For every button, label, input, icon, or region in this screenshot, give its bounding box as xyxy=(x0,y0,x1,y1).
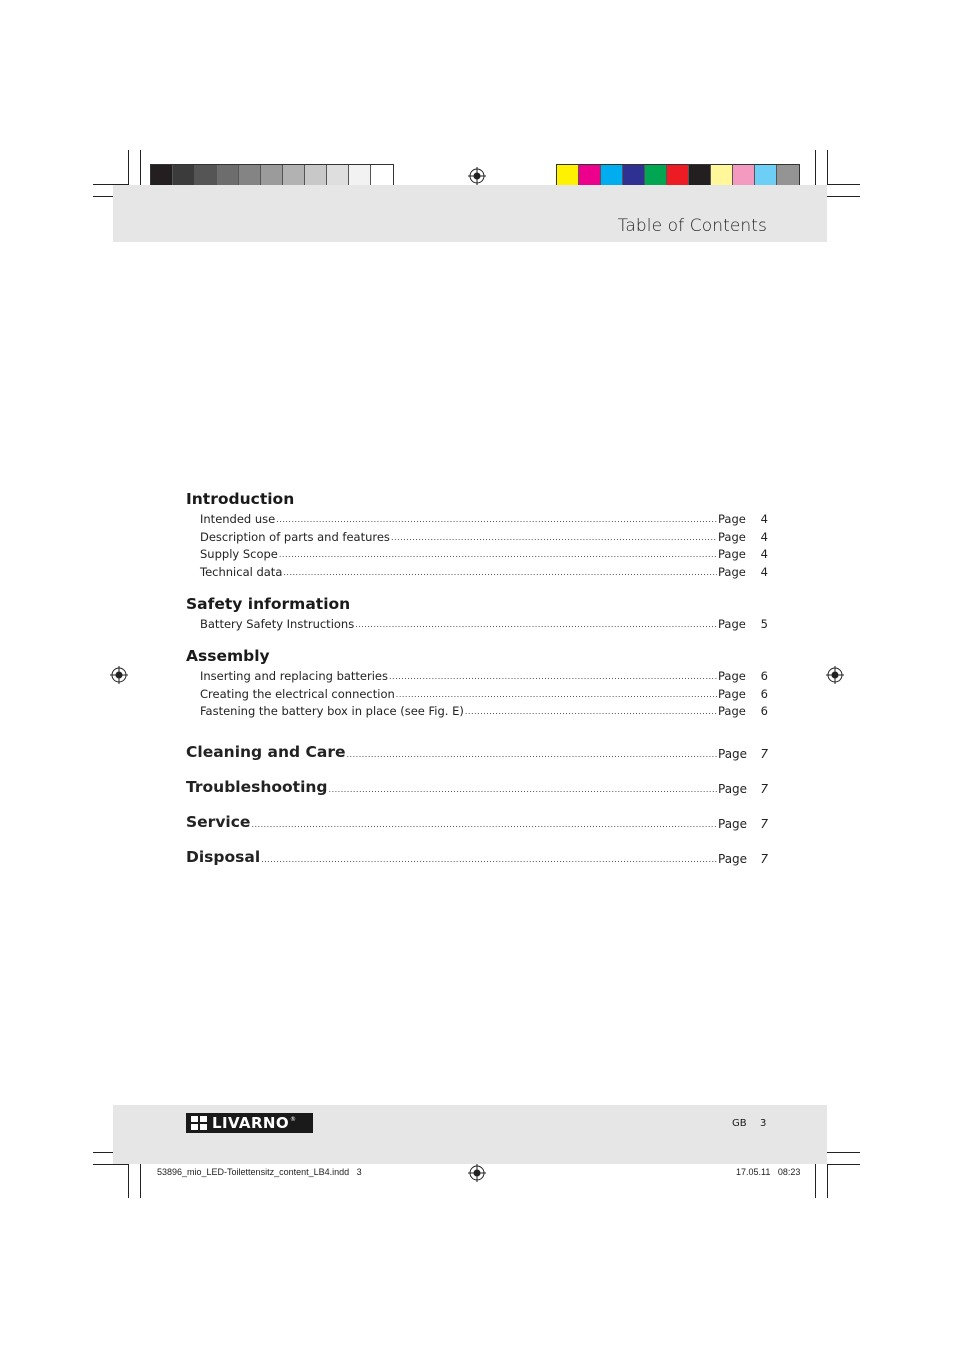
color-swatch xyxy=(195,165,217,185)
toc-section-assembly xyxy=(186,647,768,718)
color-swatch xyxy=(557,165,579,185)
color-swatch xyxy=(349,165,371,185)
language-code: GB xyxy=(732,1118,747,1129)
color-swatch xyxy=(261,165,283,185)
page-word: Page xyxy=(718,852,748,867)
toc-entry-label: Disposal xyxy=(186,848,261,867)
crop-mark xyxy=(827,1164,860,1165)
color-swatch xyxy=(305,165,327,185)
toc-entry-label: Troubleshooting xyxy=(186,778,328,797)
toc-entry-label: Cleaning and Care xyxy=(186,743,346,762)
page-number: 4 xyxy=(760,565,768,580)
crop-mark xyxy=(827,1164,828,1198)
toc-section-safety xyxy=(186,595,768,631)
color-swatch xyxy=(601,165,623,185)
color-swatch xyxy=(689,165,711,185)
page-number: 5 xyxy=(760,616,768,631)
toc-entry-label: Inserting and replacing batteries xyxy=(200,668,388,683)
toc-entry[interactable] xyxy=(186,544,768,562)
page-number-footer: 3 xyxy=(760,1118,767,1129)
section-title: Safety information xyxy=(186,595,351,614)
crop-mark xyxy=(128,150,129,185)
color-swatch xyxy=(327,165,349,185)
dot-leader xyxy=(396,690,717,699)
toc-entry-label: Battery Safety Instructions xyxy=(200,616,355,631)
dot-leader xyxy=(276,515,717,524)
page-word: Page xyxy=(718,616,746,631)
registration-mark-icon xyxy=(468,167,486,185)
color-swatch xyxy=(151,165,173,185)
dot-leader xyxy=(391,533,717,542)
toc-main-entries xyxy=(186,726,768,866)
dot-leader xyxy=(329,785,717,794)
page-word: Page xyxy=(718,747,748,762)
page-number: 7 xyxy=(760,747,768,762)
page-word: Page xyxy=(718,565,746,580)
page-number: 7 xyxy=(760,852,768,867)
section-title: Introduction xyxy=(186,490,295,508)
page-number: 4 xyxy=(760,529,768,544)
brand-name: LIVARNO xyxy=(212,1114,289,1132)
page-number: 7 xyxy=(760,817,768,832)
logo-mark-icon xyxy=(191,1116,207,1130)
dot-leader xyxy=(389,672,717,681)
toc-entry[interactable] xyxy=(186,683,768,701)
toc-entry-label: Creating the electrical connection xyxy=(200,686,395,701)
color-swatch xyxy=(217,165,239,185)
crop-mark xyxy=(827,1152,860,1153)
toc-entry-label: Intended use xyxy=(200,511,276,526)
page-word: Page xyxy=(718,782,748,797)
color-swatch xyxy=(371,165,393,185)
gray-calibration-strip xyxy=(150,164,394,186)
crop-mark xyxy=(815,1164,816,1198)
dot-leader xyxy=(251,820,717,829)
crop-mark xyxy=(827,184,860,185)
toc-main-entry[interactable] xyxy=(186,831,768,866)
toc-entry[interactable] xyxy=(186,701,768,719)
color-swatch xyxy=(623,165,645,185)
color-swatch xyxy=(645,165,667,185)
page-number: 6 xyxy=(760,686,768,701)
registration-mark-icon xyxy=(468,1164,486,1182)
toc-entry-label: Technical data xyxy=(200,565,283,580)
table-of-contents xyxy=(186,490,768,866)
toc-main-entry[interactable] xyxy=(186,761,768,796)
page-number: 4 xyxy=(760,547,768,562)
registered-mark-icon: ® xyxy=(290,1116,296,1123)
page-number: 6 xyxy=(760,704,768,719)
crop-mark xyxy=(140,1164,141,1198)
page-word: Page xyxy=(718,668,746,683)
toc-entry[interactable] xyxy=(186,508,768,526)
dot-leader xyxy=(283,568,717,577)
print-timestamp: 17.05.11 08:23 xyxy=(736,1167,801,1177)
color-swatch xyxy=(733,165,755,185)
section-title: Assembly xyxy=(186,646,270,665)
toc-entry-label: Service xyxy=(186,813,251,832)
toc-entry[interactable] xyxy=(186,526,768,544)
crop-mark xyxy=(140,150,141,185)
page-word: Page xyxy=(718,547,746,562)
dot-leader xyxy=(355,620,717,629)
toc-entry[interactable] xyxy=(186,665,768,683)
toc-entry-label: Description of parts and features xyxy=(200,529,390,544)
page-word: Page xyxy=(718,529,746,544)
color-swatch xyxy=(711,165,733,185)
toc-section-introduction xyxy=(186,490,768,579)
page-word: Page xyxy=(718,817,748,832)
crop-mark xyxy=(827,196,860,197)
dot-leader xyxy=(465,707,717,716)
page-word: Page xyxy=(718,704,746,719)
toc-main-entry[interactable] xyxy=(186,796,768,831)
toc-entry-label: Supply Scope xyxy=(200,547,278,562)
toc-entry[interactable] xyxy=(186,613,768,631)
registration-mark-icon xyxy=(826,666,844,684)
crop-mark xyxy=(93,1164,128,1165)
dot-leader xyxy=(261,855,717,864)
color-swatch xyxy=(667,165,689,185)
color-swatch xyxy=(777,165,799,185)
page-word: Page xyxy=(718,511,746,526)
page-number: 7 xyxy=(760,782,768,797)
toc-entry-label: Fastening the battery box in place (see Fig. E) xyxy=(200,704,464,719)
registration-mark-icon xyxy=(110,666,128,684)
page-word: Page xyxy=(718,686,746,701)
file-slug: 53896_mio_LED-Toilettensitz_content_LB4.indd 3 xyxy=(157,1167,362,1177)
dot-leader xyxy=(279,550,717,559)
color-swatch xyxy=(755,165,777,185)
crop-mark xyxy=(827,150,828,185)
page-number: 4 xyxy=(760,511,768,526)
page-number: 6 xyxy=(760,668,768,683)
color-swatch xyxy=(579,165,601,185)
toc-main-entry[interactable] xyxy=(186,726,768,761)
color-swatch xyxy=(283,165,305,185)
toc-entry[interactable] xyxy=(186,561,768,579)
color-calibration-strip xyxy=(556,164,800,186)
page-title: Table of Contents xyxy=(617,216,767,236)
brand-logo xyxy=(186,1113,313,1133)
crop-mark xyxy=(128,1164,129,1198)
color-swatch xyxy=(239,165,261,185)
dot-leader xyxy=(347,750,717,759)
crop-mark xyxy=(815,150,816,185)
color-swatch xyxy=(173,165,195,185)
